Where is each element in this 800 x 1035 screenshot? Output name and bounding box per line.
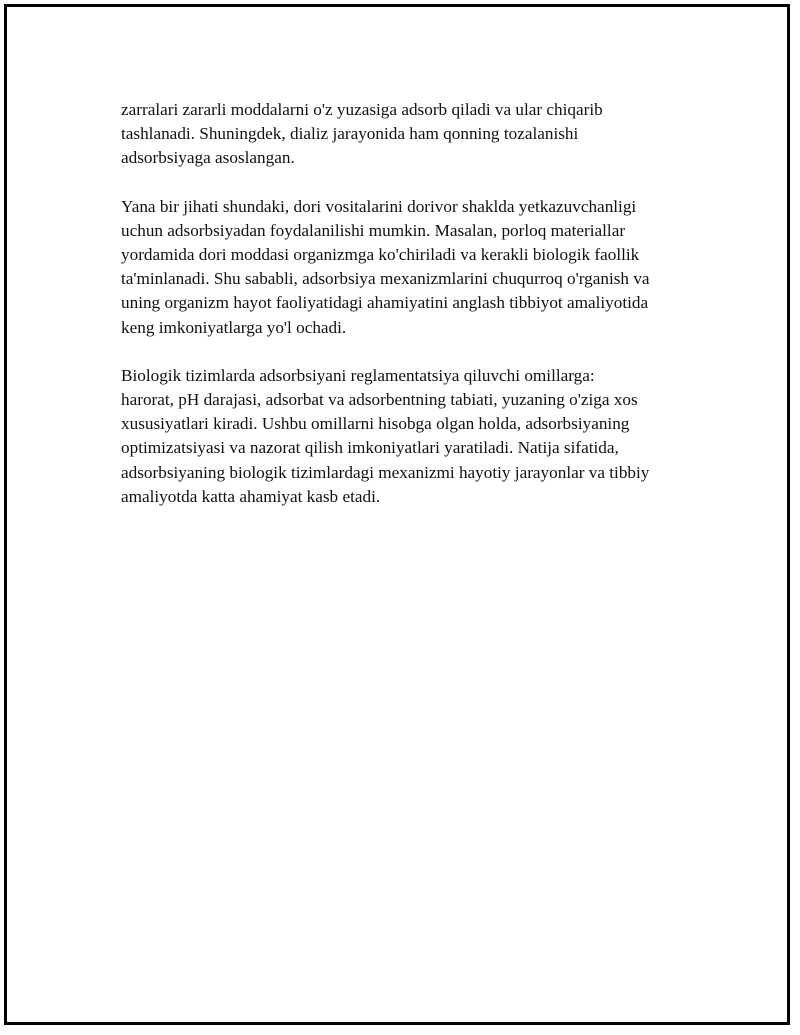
text-line: Yana bir jihati shundaki, dori vositalarini dorivor shaklda yetkazuvchanligi (121, 196, 637, 216)
document-body (121, 98, 701, 533)
text-line: zarralari zararli moddalarni o'z yuzasiga adsorb qiladi va ular chiqarib (121, 100, 603, 119)
text-line: yordamida dori moddasi organizmga ko'chiriladi va kerakli biologik faollik (121, 245, 640, 265)
text-line: uchun adsorbsiyadan foydalanilishi mumkin. Masalan, porloq materiallar (121, 220, 626, 240)
text-line: keng imkoniyatlarga yo'l ochadi. (121, 317, 347, 337)
text-line: uning organizm hayot faoliyatidagi ahamiyatini anglash tibbiyot amaliyotida (121, 293, 649, 313)
paragraph-3 (121, 364, 701, 509)
text-line: xususiyatlari kiradi. Ushbu omillarni hisobga olgan holda, adsorbsiyaning (121, 414, 630, 434)
text-line: Biologik tizimlarda adsorbsiyani reglamentatsiya qiluvchi omillarga: (121, 365, 595, 385)
text-line: optimizatsiyasi va nazorat qilish imkoniyatlari yaratiladi. Natija sifatida, (121, 438, 619, 458)
text-line: adsorbsiyaga asoslangan. (121, 148, 295, 168)
paragraph-2 (121, 195, 701, 340)
document-page (4, 4, 790, 1025)
text-line: adsorbsiyaning biologik tizimlardagi mexanizmi hayotiy jarayonlar va tibbiy (121, 462, 650, 482)
text-line: harorat, pH darajasi, adsorbat va adsorbentning tabiati, yuzaning o'ziga xos (121, 390, 638, 410)
paragraph-1 (121, 98, 701, 171)
text-line: ta'minlanadi. Shu sababli, adsorbsiya mexanizmlarini chuqurroq o'rganish va (121, 269, 650, 289)
text-line: tashlanadi. Shuningdek, dializ jarayonida ham qonning tozalanishi (121, 124, 579, 144)
text-line: amaliyotda katta ahamiyat kasb etadi. (121, 486, 381, 506)
